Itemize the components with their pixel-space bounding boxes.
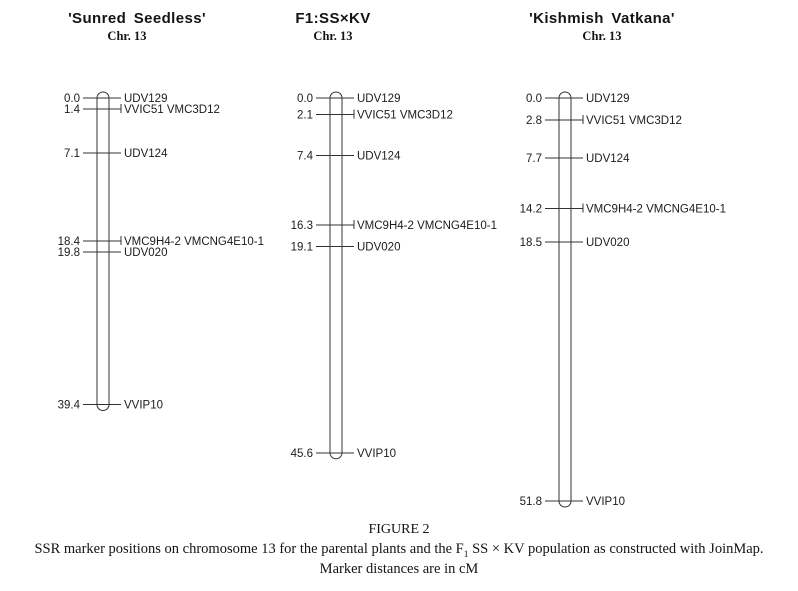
map-subtitle-sunred-seedless: Chr. 13 [107,29,147,43]
marker-name-label: VVIC51 VMC3D12 [586,114,682,127]
marker-position-label: 0.0 [526,93,542,105]
marker-position-label: 51.8 [519,496,542,509]
marker-position-label: 18.4 [57,236,80,249]
chromosome-bar [330,92,342,459]
figure-caption-title: FIGURE 2 [368,522,430,537]
marker-name-label: UDV129 [357,93,401,105]
map-subtitle-f1-ss-kv: Chr. 13 [313,29,353,43]
figure-caption-units: Marker distances are in cM [319,561,479,577]
marker-name-label: UDV020 [357,241,401,254]
marker-position-label: 2.1 [297,109,313,122]
marker-name-label: UDV124 [357,150,401,163]
marker-name-label: VVIP10 [357,447,396,460]
marker-position-label: 0.0 [64,93,80,105]
marker-position-label: 18.5 [519,236,542,249]
marker-position-label: 19.8 [57,247,80,260]
marker-name-label: VMC9H4-2 VMCNG4E10-1 [124,236,264,249]
figure-caption-line [0,541,798,560]
marker-name-label: VVIC51 VMC3D12 [357,109,453,122]
marker-position-label: 0.0 [297,93,313,105]
marker-position-label: 7.4 [297,150,313,163]
chromosome-bar [97,92,109,411]
marker-name-label: VMC9H4-2 VMCNG4E10-1 [586,203,726,216]
marker-position-label: 1.4 [64,103,80,116]
caption-subscript: 1 [463,549,469,560]
marker-position-label: 45.6 [290,447,313,460]
map-title-sunred-seedless: 'Sunred Seedless' [68,10,206,27]
marker-name-label: UDV129 [124,93,168,105]
chromosome-bar [559,92,571,507]
marker-position-label: 2.8 [526,114,542,127]
map-subtitle-kishmish-vatkana: Chr. 13 [582,29,622,43]
map-title-f1-ss-kv: F1:SS×KV [295,10,371,27]
marker-position-label: 14.2 [519,203,542,216]
marker-position-label: 7.1 [64,148,80,161]
map-title-kishmish-vatkana: 'Kishmish Vatkana' [529,10,675,27]
marker-name-label: VVIP10 [586,496,625,509]
marker-name-label: VVIC51 VMC3D12 [124,103,220,116]
marker-position-label: 16.3 [290,219,313,232]
marker-name-label: VMC9H4-2 VMCNG4E10-1 [357,219,497,232]
marker-position-label: 19.1 [290,241,313,254]
marker-name-label: VVIP10 [124,399,163,412]
marker-name-label: UDV124 [586,152,630,165]
caption-text-before-subscript: SSR marker positions on chromosome 13 for the parental plants and the F [34,541,464,557]
marker-name-label: UDV020 [124,247,168,260]
marker-position-label: 39.4 [57,399,80,412]
marker-name-label: UDV020 [586,236,630,249]
linkage-map-2 [520,92,726,508]
marker-name-label: UDV129 [586,93,630,105]
linkage-map-1 [291,92,497,460]
caption-text-after-subscript: SS × KV population as constructed with JoinMap. [468,541,764,557]
linkage-map-0 [58,92,264,412]
marker-position-label: 7.7 [526,152,542,165]
marker-name-label: UDV124 [124,148,168,161]
